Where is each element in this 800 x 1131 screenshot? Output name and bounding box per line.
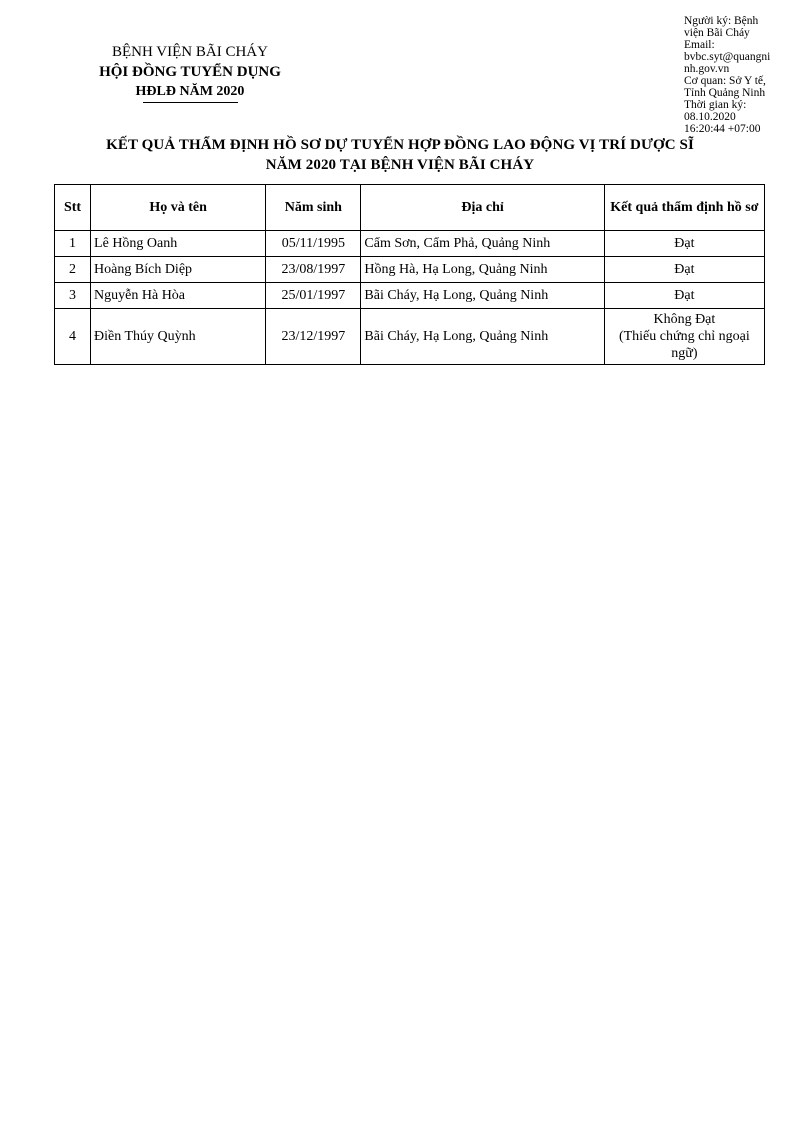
cell-stt: 4: [55, 309, 91, 365]
header-address: Địa chỉ: [361, 185, 604, 231]
cell-stt: 3: [55, 283, 91, 309]
table-header-row: [55, 185, 765, 231]
recruitment-council: HỘI ĐỒNG TUYỂN DỤNG: [99, 64, 281, 80]
table-row: [55, 283, 765, 309]
cell-address: Hồng Hà, Hạ Long, Quảng Ninh: [361, 257, 604, 283]
hospital-name: BỆNH VIỆN BÃI CHÁY: [112, 44, 268, 60]
cell-birth-date: 23/12/1997: [266, 309, 361, 365]
cell-name: Lê Hồng Oanh: [91, 231, 266, 257]
cell-result: Đạt: [604, 283, 764, 309]
cell-birth-date: 23/08/1997: [266, 257, 361, 283]
header-name: Họ và tên: [91, 185, 266, 231]
header-birth-date: Năm sinh: [266, 185, 361, 231]
header-underline: [143, 102, 238, 103]
cell-result: Đạt: [604, 257, 764, 283]
cell-name: Nguyễn Hà Hòa: [91, 283, 266, 309]
document-title: [50, 135, 750, 175]
contract-year: HĐLĐ NĂM 2020: [135, 84, 245, 99]
digital-signature-block: [684, 15, 772, 135]
table-row: [55, 257, 765, 283]
cell-name: Hoàng Bích Diệp: [91, 257, 266, 283]
cell-address: Cẩm Sơn, Cẩm Phả, Quảng Ninh: [361, 231, 604, 257]
header-result: Kết quả thẩm định hồ sơ: [604, 185, 764, 231]
cell-result: Đạt: [604, 231, 764, 257]
cell-address: Bãi Cháy, Hạ Long, Quảng Ninh: [361, 283, 604, 309]
cell-stt: 1: [55, 231, 91, 257]
results-table: [54, 184, 765, 365]
result-note: (Thiếu chứng chỉ ngoại ngữ): [618, 329, 750, 361]
organization-header: [60, 42, 320, 103]
cell-name: Điền Thúy Quỳnh: [91, 309, 266, 365]
signing-time: Thời gian ký: 08.10.2020 16:20:44 +07:00: [684, 99, 761, 135]
cell-birth-date: 25/01/1997: [266, 283, 361, 309]
title-line-2: NĂM 2020 TẠI BỆNH VIỆN BÃI CHÁY: [265, 157, 535, 173]
title-line-1: KẾT QUẢ THẨM ĐỊNH HỒ SƠ DỰ TUYỂN HỢP ĐỒNG LAO ĐỘNG VỊ TRÍ DƯỢC SĨ: [106, 137, 694, 153]
table-row: [55, 231, 765, 257]
header-stt: Stt: [55, 185, 91, 231]
cell-birth-date: 05/11/1995: [266, 231, 361, 257]
signer-name: Người ký: Bệnh viện Bãi Cháy: [684, 15, 759, 39]
signer-email: Email: bvbc.syt@quangninh.gov.vn: [684, 39, 771, 75]
result-status: Không Đạt: [653, 312, 716, 327]
cell-stt: 2: [55, 257, 91, 283]
cell-result: [604, 309, 764, 365]
cell-address: Bãi Cháy, Hạ Long, Quảng Ninh: [361, 309, 604, 365]
signer-agency: Cơ quan: Sở Y tế, Tỉnh Quảng Ninh: [684, 75, 766, 99]
table-row: [55, 309, 765, 365]
